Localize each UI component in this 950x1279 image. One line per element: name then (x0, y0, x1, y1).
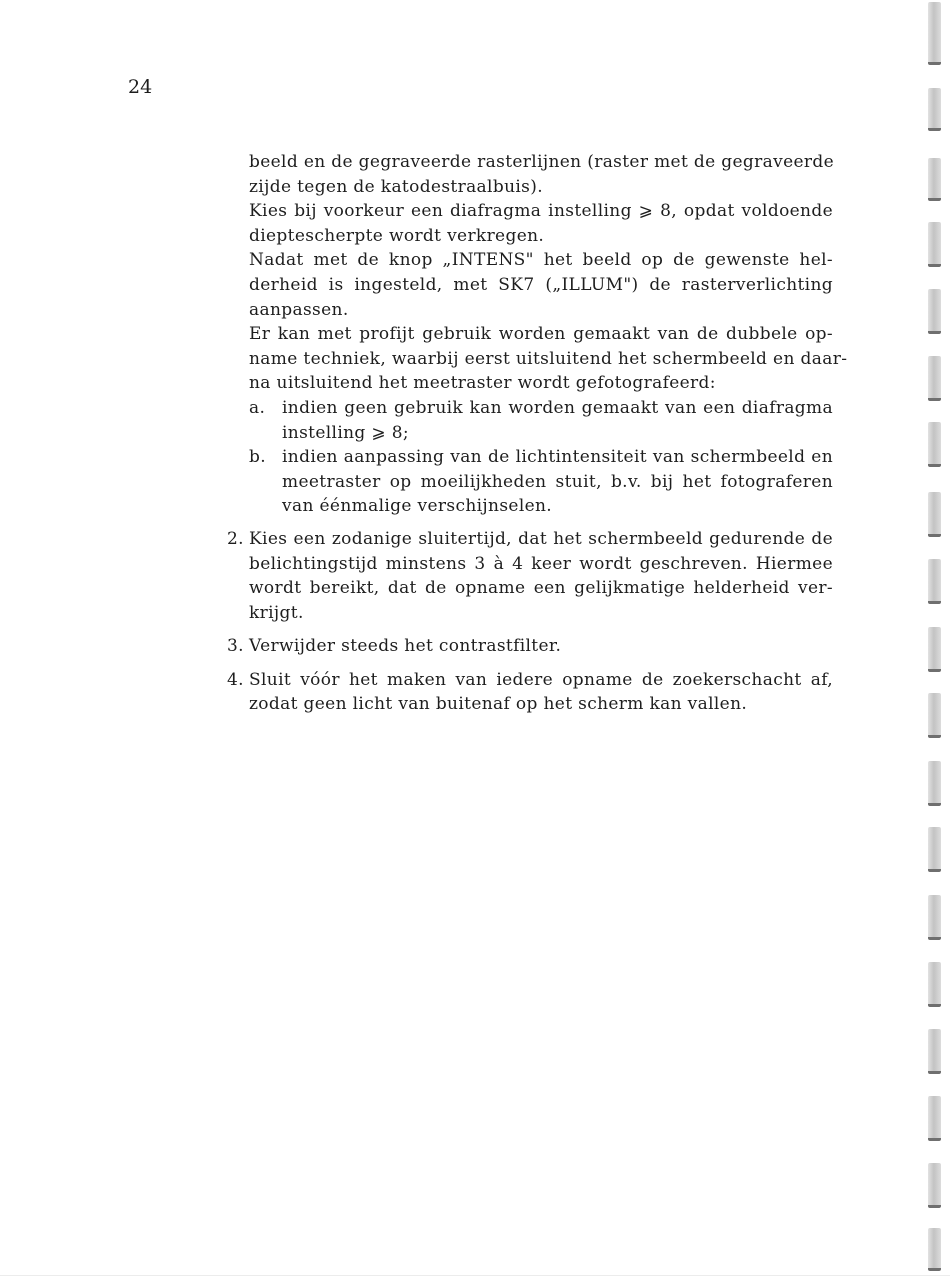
binding-mark (928, 422, 941, 467)
body-line: dieptescherpte wordt verkregen. (249, 225, 545, 246)
binding-mark (928, 1163, 941, 1208)
binding-mark (928, 761, 941, 806)
body-line: beeld en de gegraveerde rasterlijnen (raster met de gegraveerde (249, 152, 835, 172)
list-item-4 (227, 668, 833, 717)
body-line: aanpassen. (249, 299, 349, 320)
sub-item-b (249, 445, 833, 519)
sub-item-line: indien aanpassing van de lichtintensiteit van schermbeeld en (282, 447, 833, 468)
binding-mark (928, 289, 941, 334)
list-item-number: 3. (227, 636, 244, 657)
list-item-line: Sluit vóór het maken van iedere opname de zoekerschacht af, (249, 669, 833, 690)
body-line: na uitsluitend het meetraster wordt gefotografeerd: (249, 373, 716, 394)
sub-item-line: van éénmalige verschijnselen. (282, 496, 553, 517)
body-line: Nadat met de knop „INTENS" het beeld op de gewenste hel- (249, 250, 833, 271)
sub-item-line: meetraster op moeilijkheden stuit, b.v. bij het fotograferen (282, 471, 833, 492)
list-item-line: Kies een zodanige sluitertijd, dat het schermbeeld gedurende de (249, 528, 833, 549)
binding-mark (928, 158, 941, 201)
binding-mark (928, 88, 941, 131)
body-line: Kies bij voorkeur een diafragma instelling ⩾ 8, opdat voldoende (249, 201, 833, 222)
body-line: derheid is ingesteld, met SK7 („ILLUM") de rasterverlichting (249, 274, 833, 295)
list-item-2 (227, 527, 833, 625)
sub-item-a (249, 396, 833, 445)
binding-mark (928, 1029, 941, 1074)
list-item-line: Verwijder steeds het contrastfilter. (249, 636, 562, 657)
body-line: zijde tegen de katodestraalbuis). (249, 176, 543, 197)
sub-item-line: indien geen gebruik kan worden gemaakt van een diafragma (282, 397, 833, 418)
list-item-line: zodat geen licht van buitenaf op het scherm kan vallen. (249, 694, 748, 715)
list-item-line: krijgt. (249, 602, 304, 623)
binding-mark (928, 222, 941, 267)
sub-item-label: b. (249, 447, 266, 468)
binding-mark (928, 693, 941, 738)
binding-mark (928, 559, 941, 604)
scan-edge (0, 1275, 950, 1276)
body-line: name techniek, waarbij eerst uitsluitend het schermbeeld en daar- (249, 348, 848, 369)
binding-mark (928, 827, 941, 872)
binding-mark (928, 895, 941, 940)
page-body (227, 150, 848, 717)
binding-mark (928, 2, 941, 65)
body-line: Er kan met profijt gebruik worden gemaakt van de dubbele op- (249, 324, 833, 345)
list-item-line: wordt bereikt, dat de opname een gelijkmatige helderheid ver- (249, 578, 833, 599)
list-item-line: belichtingstijd minstens 3 à 4 keer wordt geschreven. Hiermee (249, 553, 833, 574)
sub-item-line: instelling ⩾ 8; (282, 422, 409, 443)
binding-mark (928, 356, 941, 401)
binding-mark (928, 627, 941, 672)
list-item-number: 2. (227, 528, 244, 549)
sub-item-label: a. (249, 397, 266, 418)
binding-mark (928, 1228, 941, 1271)
binding-mark (928, 492, 941, 537)
page-number: 24 (128, 76, 153, 98)
binding-mark (928, 1096, 941, 1141)
list-item-3 (227, 634, 833, 659)
list-item-number: 4. (227, 669, 244, 690)
binding-mark (928, 962, 941, 1007)
